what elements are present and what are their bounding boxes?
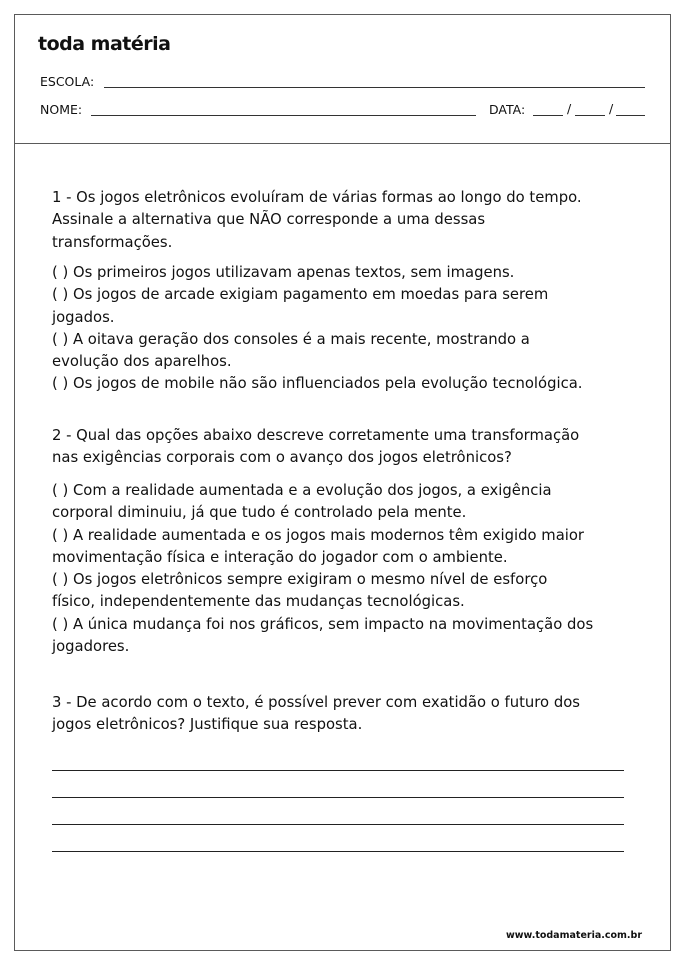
date-day-line[interactable] — [533, 115, 563, 116]
option-line[interactable]: ( ) A única mudança foi nos gráficos, sem impacto na movimentação dos — [52, 615, 594, 633]
name-label: NOME: — [40, 102, 83, 117]
date-separator: / — [567, 101, 572, 116]
date-label: DATA: — [489, 102, 526, 117]
option-line: evolução dos aparelhos. — [52, 353, 232, 371]
option-line: corporal diminuiu, já que tudo é controlado pela mente. — [52, 504, 467, 522]
prompt-line: Assinale a alternativa que NÃO corresponde a uma dessas — [52, 211, 486, 229]
answer-line[interactable] — [52, 797, 624, 798]
option-line[interactable]: ( ) Os jogos de arcade exigiam pagamento em moedas para serem — [52, 286, 549, 304]
option-line[interactable]: ( ) A oitava geração dos consoles é a mais recente, mostrando a — [52, 330, 530, 348]
option-line: físico, independentemente das mudanças tecnológicas. — [52, 593, 465, 611]
question-1-prompt — [52, 187, 632, 254]
name-field-line[interactable] — [91, 115, 476, 116]
date-year-line[interactable] — [616, 115, 645, 116]
prompt-line: nas exigências corporais com o avanço dos jogos eletrônicos? — [52, 449, 512, 467]
question-2-options — [52, 480, 632, 658]
question-3-prompt — [52, 692, 632, 737]
option-line: jogados. — [52, 308, 115, 326]
option-line: jogadores. — [52, 638, 130, 656]
prompt-line: jogos eletrônicos? Justifique sua resposta. — [52, 716, 363, 734]
option-line[interactable]: ( ) Com a realidade aumentada e a evolução dos jogos, a exigência — [52, 482, 552, 499]
logo: toda matéria — [38, 33, 171, 55]
date-month-line[interactable] — [575, 115, 605, 116]
option-line[interactable]: ( ) Os jogos de mobile não são influenciados pela evolução tecnológica. — [52, 375, 583, 393]
answer-line[interactable] — [52, 851, 624, 852]
option-line: movimentação física e interação do jogador com o ambiente. — [52, 548, 508, 566]
header-divider — [14, 143, 671, 144]
prompt-line: 3 - De acordo com o texto, é possível prever com exatidão o futuro dos — [52, 694, 580, 711]
school-label: ESCOLA: — [40, 74, 95, 89]
prompt-line: 1 - Os jogos eletrônicos evoluíram de várias formas ao longo do tempo. — [52, 189, 582, 206]
option-line[interactable]: ( ) A realidade aumentada e os jogos mais modernos têm exigido maior — [52, 526, 585, 544]
option-line[interactable]: ( ) Os jogos eletrônicos sempre exigiram o mesmo nível de esforço — [52, 571, 548, 589]
question-2-prompt — [52, 425, 632, 470]
site-url[interactable]: www.todamateria.com.br — [505, 930, 642, 941]
date-separator: / — [609, 101, 614, 116]
prompt-line: 2 - Qual das opções abaixo descreve corretamente uma transformação — [52, 427, 580, 444]
answer-line[interactable] — [52, 824, 624, 825]
question-1-options — [52, 262, 632, 396]
option-line[interactable]: ( ) Os primeiros jogos utilizavam apenas textos, sem imagens. — [52, 264, 515, 281]
prompt-line: transformações. — [52, 233, 173, 251]
school-field-line[interactable] — [104, 87, 645, 88]
answer-line[interactable] — [52, 770, 624, 771]
